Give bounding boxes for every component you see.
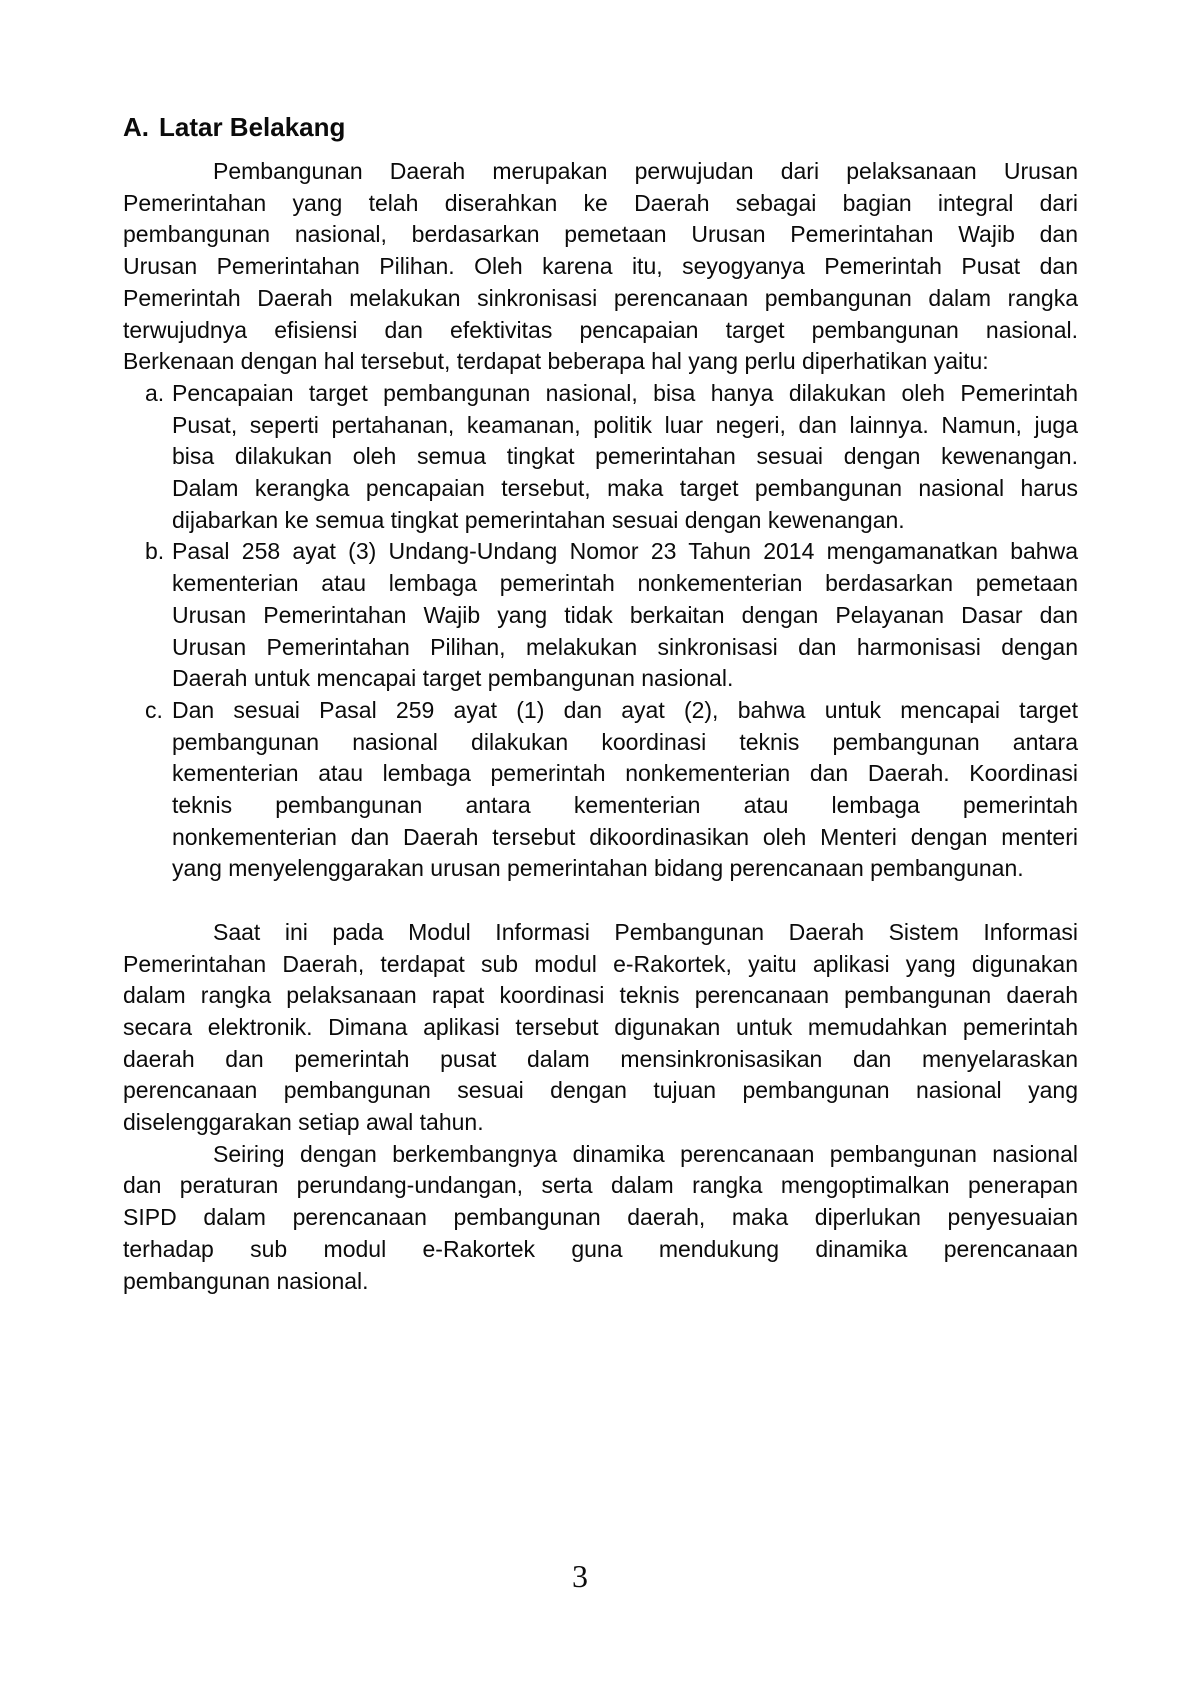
section-heading-label: A.: [123, 112, 149, 142]
page-number: 3: [572, 1558, 588, 1594]
body-paragraph: [123, 156, 1078, 378]
text-line: Pencapaian target pembangunan nasional, bisa hanya dilakukan oleh Pemerintah: [172, 379, 1078, 406]
text-line: Pemerintahan Daerah, terdapat sub modul e-Rakortek, yaitu aplikasi yang digunakan: [123, 950, 1078, 977]
text-line: Pemerintah Daerah melakukan sinkronisasi perencanaan pembangunan dalam rangka: [123, 284, 1078, 311]
text-line: Dan sesuai Pasal 259 ayat (1) dan ayat (2), bahwa untuk mencapai target: [172, 696, 1078, 723]
text-line: kementerian atau lembaga pemerintah nonkementerian berdasarkan pemetaan: [172, 570, 1078, 597]
list-item: [123, 378, 1078, 537]
text-line: Pasal 258 ayat (3) Undang-Undang Nomor 23 Tahun 2014 mengamanatkan bahwa: [172, 538, 1078, 565]
text-line: Pemerintahan yang telah diserahkan ke Daerah sebagai bagian integral dari: [123, 189, 1078, 216]
text-line: pembangunan nasional.: [123, 1267, 369, 1294]
text-line: Saat ini pada Modul Informasi Pembangunan Daerah Sistem Informasi: [213, 918, 1078, 945]
text-line: terhadap sub modul e-Rakortek guna mendukung dinamika perencanaan: [123, 1235, 1078, 1262]
text-line: Urusan Pemerintahan Pilihan, melakukan sinkronisasi dan harmonisasi dengan: [172, 633, 1078, 660]
list-item-label: a.: [145, 379, 165, 406]
text-line: dijabarkan ke semua tingkat pemerintahan sesuai dengan kewenangan.: [172, 506, 905, 533]
text-line: SIPD dalam perencanaan pembangunan daerah, maka diperlukan penyesuaian: [123, 1204, 1078, 1231]
text-line: kementerian atau lembaga pemerintah nonkementerian dan Daerah. Koordinasi: [172, 760, 1078, 787]
section-heading-title: Latar Belakang: [159, 112, 346, 142]
text-line: Seiring dengan berkembangnya dinamika perencanaan pembangunan nasional: [213, 1140, 1078, 1167]
text-line: Pembangunan Daerah merupakan perwujudan dari pelaksanaan Urusan: [213, 158, 1078, 184]
text-line: dalam rangka pelaksanaan rapat koordinasi teknis perencanaan pembangunan daerah: [123, 982, 1078, 1009]
text-line: teknis pembangunan antara kementerian atau lembaga pemerintah: [172, 792, 1078, 819]
body-paragraph: [123, 917, 1078, 1139]
paragraphs-container: [123, 156, 1078, 1297]
text-line: Daerah untuk mencapai target pembangunan nasional.: [172, 665, 734, 692]
text-line: Berkenaan dengan hal tersebut, terdapat beberapa hal yang perlu diperhatikan yaitu:: [123, 348, 989, 375]
text-line: Urusan Pemerintahan Pilihan. Oleh karena itu, seyogyanya Pemerintah Pusat dan: [123, 253, 1078, 280]
text-line: Pusat, seperti pertahanan, keamanan, politik luar negeri, dan lainnya. Namun, juga: [172, 411, 1078, 438]
list-item-label: c.: [145, 696, 163, 723]
section-heading: [123, 110, 1078, 144]
text-line: pembangunan nasional, berdasarkan pemetaan Urusan Pemerintahan Wajib dan: [123, 221, 1078, 248]
text-line: terwujudnya efisiensi dan efektivitas pencapaian target pembangunan nasional.: [123, 316, 1078, 343]
text-line: diselenggarakan setiap awal tahun.: [123, 1109, 484, 1136]
text-line: secara elektronik. Dimana aplikasi tersebut digunakan untuk memudahkan pemerintah: [123, 1013, 1078, 1040]
text-line: Dalam kerangka pencapaian tersebut, maka target pembangunan nasional harus: [172, 475, 1078, 502]
text-line: dan peraturan perundang-undangan, serta dalam rangka mengoptimalkan penerapan: [123, 1172, 1078, 1199]
text-line: bisa dilakukan oleh semua tingkat pemerintahan sesuai dengan kewenangan.: [172, 443, 1078, 470]
body-paragraph: [123, 1139, 1078, 1298]
list-item-label: b.: [145, 538, 165, 565]
list-item: [123, 536, 1078, 695]
text-line: pembangunan nasional dilakukan koordinasi teknis pembangunan antara: [172, 728, 1078, 755]
text-line: perencanaan pembangunan sesuai dengan tujuan pembangunan nasional yang: [123, 1077, 1078, 1104]
text-line: yang menyelenggarakan urusan pemerintahan bidang perencanaan pembangunan.: [172, 855, 1024, 882]
document-body: [123, 110, 1078, 1297]
text-line: daerah dan pemerintah pusat dalam mensinkronisasikan dan menyelaraskan: [123, 1045, 1078, 1072]
text-line: Urusan Pemerintahan Wajib yang tidak berkaitan dengan Pelayanan Dasar dan: [172, 601, 1078, 628]
text-line: nonkementerian dan Daerah tersebut dikoordinasikan oleh Menteri dengan menteri: [172, 823, 1078, 850]
list-item: [123, 695, 1078, 885]
